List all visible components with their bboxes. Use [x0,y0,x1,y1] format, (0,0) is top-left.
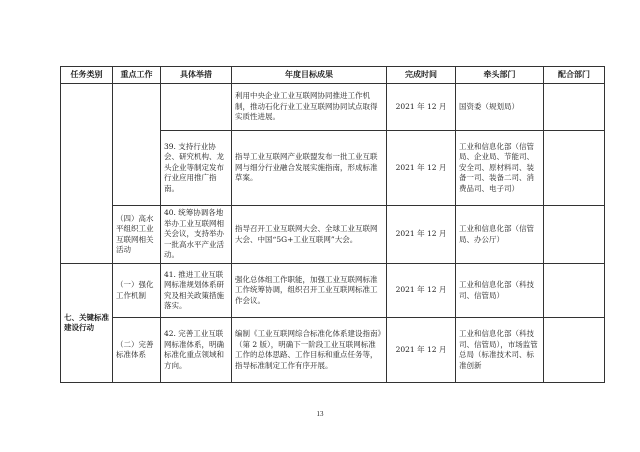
time-cell: 2021 年 12 月 [387,264,456,318]
coop-cell [544,318,605,383]
header-time: 完成时间 [387,67,456,84]
measure-cell: 39. 支持行业协会、研究机构、龙头企业等制定发布行业应用推广指南。 [161,131,232,206]
header-coop: 配合部门 [544,67,605,84]
header-lead: 牵头部门 [456,67,544,84]
coop-cell [544,131,605,206]
time-cell: 2021 年 12 月 [387,318,456,383]
table-row [61,318,605,383]
key-work-cell [113,84,161,206]
table-row [61,206,605,264]
category-cell: 七、关键标准建设行动 [61,264,113,383]
category-cell [61,84,113,264]
goal-cell: 指导工业互联网产业联盟发布一批工业互联网与细分行业融合发展实施指南，形成标准草案。 [232,131,387,206]
measure-cell: 40. 统筹协调各地举办工业互联网相关会议，支持举办一批高水平产业活动。 [161,206,232,264]
key-work-cell: （二）完善标准体系 [113,318,161,383]
task-table [60,66,605,383]
table-row [61,84,605,131]
header-key-work: 重点工作 [113,67,161,84]
lead-cell: 工业和信息化部（科技司、信管局） [456,264,544,318]
lead-cell: 工业和信息化部（信管局、办公厅） [456,206,544,264]
lead-cell: 国资委（规划局） [456,84,544,131]
lead-cell: 工业和信息化部（科技司、信管局），市场监管总局（标准技术司、标准创新 [456,318,544,383]
page-number: 13 [316,410,324,418]
goal-cell: 利用中央企业工业互联网协同推进工作机制，推动石化行业工业互联网协同试点取得实质性进展。 [232,84,387,131]
coop-cell [544,264,605,318]
measure-cell: 42. 完善工业互联网标准体系，明确标准化重点领域和方向。 [161,318,232,383]
time-cell: 2021 年 12 月 [387,131,456,206]
coop-cell [544,206,605,264]
measure-cell: 41. 推进工业互联网标准规划体系研究及相关政策措施落实。 [161,264,232,318]
key-work-cell: （一）强化工作机制 [113,264,161,318]
goal-cell: 指导召开工业互联网大会、全球工业互联网大会、中国“5G+工业互联网”大会。 [232,206,387,264]
measure-cell [161,84,232,131]
coop-cell [544,84,605,131]
header-measure: 具体举措 [161,67,232,84]
header-goal: 年度目标成果 [232,67,387,84]
lead-cell: 工业和信息化部（信管局、企业局、节能司、安全司、原材料司、装备一司、装备二司、消费品司、电子司） [456,131,544,206]
key-work-cell: （四）高水平组织工业互联网相关活动 [113,206,161,264]
time-cell: 2021 年 12 月 [387,84,456,131]
header-category: 任务类别 [61,67,113,84]
goal-cell: 编制《工业互联网综合标准化体系建设指南》（第 2 版），明确下一阶段工业互联网标准工作的总体思路、工作目标和重点任务等，指导标准制定工作有序开展。 [232,318,387,383]
time-cell: 2021 年 12 月 [387,206,456,264]
table-row [61,264,605,318]
table-header-row [61,67,605,84]
goal-cell: 强化总体组工作职能，加强工业互联网标准工作统筹协调，组织召开工业互联网标准工作会议。 [232,264,387,318]
